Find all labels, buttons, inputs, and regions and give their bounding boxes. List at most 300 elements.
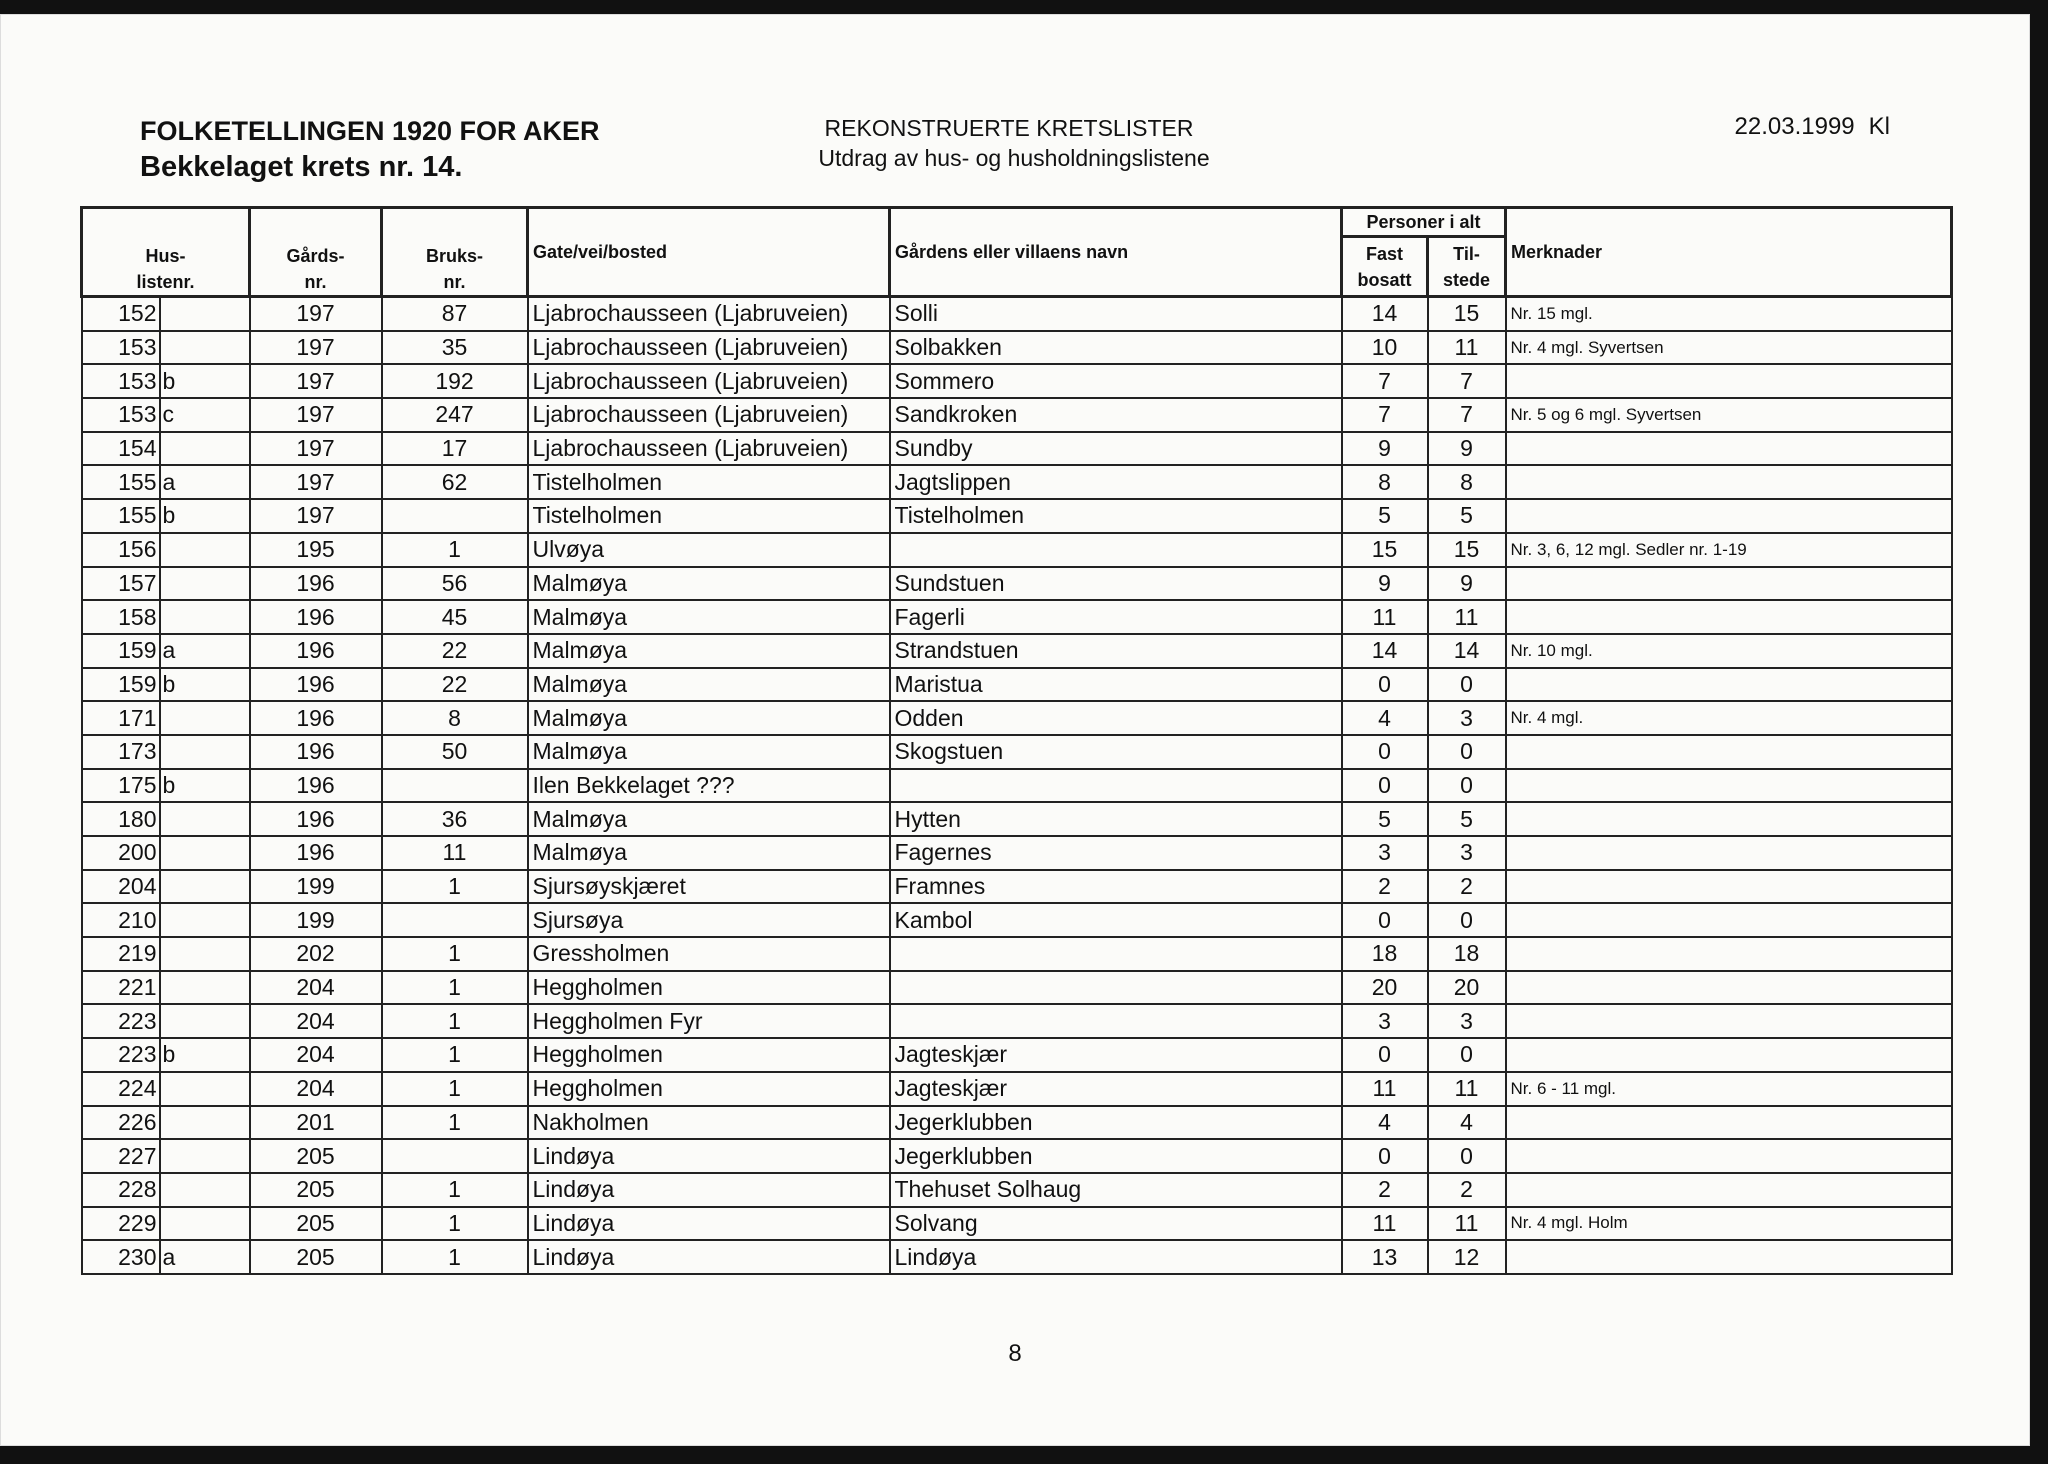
cell-suf: [160, 1106, 250, 1140]
cell-navn: Lindøya: [890, 1240, 1342, 1274]
cell-suf: [160, 1173, 250, 1207]
document-subtitle: Bekkelaget krets nr. 14.: [140, 151, 463, 183]
cell-suf: [160, 600, 250, 634]
cell-fast: 14: [1342, 297, 1428, 331]
cell-navn: Jegerklubben: [890, 1139, 1342, 1173]
table-row: [82, 1038, 1952, 1072]
col-header-hus: [82, 208, 250, 297]
cell-gate: Ljabrochausseen (Ljabruveien): [528, 432, 890, 466]
cell-suf: c: [160, 398, 250, 432]
cell-hus: 204: [82, 870, 160, 904]
cell-gard: 202: [250, 937, 382, 971]
cell-suf: [160, 1072, 250, 1106]
cell-fast: 3: [1342, 836, 1428, 870]
cell-fast: 20: [1342, 971, 1428, 1005]
cell-mer: [1506, 836, 1952, 870]
cell-bruk: [382, 769, 528, 803]
cell-gate: Tistelholmen: [528, 499, 890, 533]
cell-fast: 2: [1342, 1173, 1428, 1207]
col-header-merknader: Merknader: [1506, 208, 1952, 297]
table-row: [82, 533, 1952, 567]
cell-til: 14: [1428, 634, 1506, 668]
col-header-gard-line2: nr.: [304, 272, 327, 292]
cell-til: 3: [1428, 1004, 1506, 1038]
cell-fast: 0: [1342, 668, 1428, 702]
cell-til: 9: [1428, 432, 1506, 466]
cell-hus: 229: [82, 1207, 160, 1241]
cell-navn: Hytten: [890, 802, 1342, 836]
cell-bruk: 1: [382, 1106, 528, 1140]
cell-gard: 204: [250, 971, 382, 1005]
cell-hus: 171: [82, 701, 160, 735]
cell-til: 2: [1428, 1173, 1506, 1207]
cell-til: 0: [1428, 735, 1506, 769]
col-header-bruk-line2: nr.: [443, 272, 466, 292]
cell-gard: 204: [250, 1038, 382, 1072]
cell-til: 11: [1428, 1072, 1506, 1106]
cell-navn: Solvang: [890, 1207, 1342, 1241]
cell-gard: 197: [250, 364, 382, 398]
cell-gard: 196: [250, 634, 382, 668]
cell-fast: 7: [1342, 398, 1428, 432]
cell-fast: 5: [1342, 499, 1428, 533]
cell-gate: Lindøya: [528, 1139, 890, 1173]
cell-mer: [1506, 1004, 1952, 1038]
cell-fast: 0: [1342, 769, 1428, 803]
table-header: [82, 208, 1952, 297]
cell-bruk: 56: [382, 567, 528, 601]
cell-til: 18: [1428, 937, 1506, 971]
cell-mer: [1506, 364, 1952, 398]
cell-suf: [160, 297, 250, 331]
cell-fast: 11: [1342, 1072, 1428, 1106]
cell-mer: Nr. 4 mgl. Syvertsen: [1506, 331, 1952, 365]
cell-mer: [1506, 1139, 1952, 1173]
cell-gard: 196: [250, 802, 382, 836]
cell-gard: 197: [250, 432, 382, 466]
cell-suf: [160, 903, 250, 937]
cell-fast: 4: [1342, 1106, 1428, 1140]
header-left: [140, 114, 600, 186]
cell-til: 11: [1428, 600, 1506, 634]
cell-gard: 199: [250, 870, 382, 904]
cell-til: 0: [1428, 668, 1506, 702]
cell-gard: 204: [250, 1004, 382, 1038]
col-header-fast-line1: Fast: [1365, 243, 1403, 264]
table-row: [82, 398, 1952, 432]
cell-navn: Jagtslippen: [890, 465, 1342, 499]
table-row: [82, 971, 1952, 1005]
cell-til: 15: [1428, 297, 1506, 331]
cell-bruk: [382, 903, 528, 937]
cell-hus: 154: [82, 432, 160, 466]
cell-bruk: 1: [382, 1004, 528, 1038]
cell-navn: Sandkroken: [890, 398, 1342, 432]
cell-suf: b: [160, 1038, 250, 1072]
cell-suf: [160, 567, 250, 601]
cell-til: 4: [1428, 1106, 1506, 1140]
cell-gard: 197: [250, 398, 382, 432]
cell-hus: 230: [82, 1240, 160, 1274]
cell-bruk: 36: [382, 802, 528, 836]
cell-gard: 196: [250, 735, 382, 769]
cell-hus: 175: [82, 769, 160, 803]
cell-fast: 0: [1342, 735, 1428, 769]
cell-til: 5: [1428, 802, 1506, 836]
cell-bruk: 1: [382, 1240, 528, 1274]
cell-gate: Lindøya: [528, 1240, 890, 1274]
col-header-personer: Personer i alt: [1342, 208, 1506, 237]
cell-til: 3: [1428, 836, 1506, 870]
cell-navn: [890, 971, 1342, 1005]
cell-mer: [1506, 769, 1952, 803]
cell-mer: Nr. 10 mgl.: [1506, 634, 1952, 668]
cell-til: 0: [1428, 1038, 1506, 1072]
cell-navn: [890, 769, 1342, 803]
cell-bruk: 45: [382, 600, 528, 634]
cell-gate: Heggholmen Fyr: [528, 1004, 890, 1038]
cell-bruk: 247: [382, 398, 528, 432]
cell-hus: 200: [82, 836, 160, 870]
table-row: [82, 668, 1952, 702]
cell-hus: 156: [82, 533, 160, 567]
table-row: [82, 600, 1952, 634]
col-header-bruk: [382, 208, 528, 297]
col-header-gard: [250, 208, 382, 297]
cell-gate: Nakholmen: [528, 1106, 890, 1140]
document-page: [0, 14, 2030, 1446]
table-row: [82, 567, 1952, 601]
cell-gate: Malmøya: [528, 634, 890, 668]
cell-suf: [160, 1139, 250, 1173]
table-row: [82, 735, 1952, 769]
cell-fast: 10: [1342, 331, 1428, 365]
col-header-fast: [1342, 237, 1428, 297]
page-number: 8: [1008, 1340, 1022, 1367]
cell-fast: 2: [1342, 870, 1428, 904]
cell-hus: 228: [82, 1173, 160, 1207]
cell-gard: 196: [250, 600, 382, 634]
cell-hus: 153: [82, 331, 160, 365]
cell-suf: [160, 533, 250, 567]
cell-hus: 159: [82, 634, 160, 668]
cell-bruk: 1: [382, 1038, 528, 1072]
cell-fast: 7: [1342, 364, 1428, 398]
cell-gard: 196: [250, 668, 382, 702]
cell-suf: b: [160, 769, 250, 803]
cell-navn: [890, 533, 1342, 567]
cell-til: 0: [1428, 769, 1506, 803]
cell-navn: Solli: [890, 297, 1342, 331]
table-row: [82, 903, 1952, 937]
table-row: [82, 937, 1952, 971]
cell-suf: b: [160, 499, 250, 533]
cell-gate: Heggholmen: [528, 1038, 890, 1072]
cell-mer: [1506, 971, 1952, 1005]
cell-gard: 205: [250, 1139, 382, 1173]
cell-bruk: 62: [382, 465, 528, 499]
cell-mer: Nr. 6 - 11 mgl.: [1506, 1072, 1952, 1106]
cell-navn: Kambol: [890, 903, 1342, 937]
cell-hus: 210: [82, 903, 160, 937]
cell-hus: 224: [82, 1072, 160, 1106]
cell-navn: Fagernes: [890, 836, 1342, 870]
cell-gard: 196: [250, 836, 382, 870]
cell-mer: Nr. 3, 6, 12 mgl. Sedler nr. 1-19: [1506, 533, 1952, 567]
cell-bruk: 22: [382, 668, 528, 702]
col-header-gate: Gate/vei/bosted: [528, 208, 890, 297]
cell-hus: 153: [82, 364, 160, 398]
cell-bruk: 35: [382, 331, 528, 365]
cell-gard: 205: [250, 1207, 382, 1241]
cell-bruk: 1: [382, 870, 528, 904]
cell-suf: a: [160, 465, 250, 499]
cell-hus: 159: [82, 668, 160, 702]
cell-gate: Malmøya: [528, 600, 890, 634]
cell-fast: 0: [1342, 1139, 1428, 1173]
col-header-fast-line2: bosatt: [1357, 269, 1412, 290]
cell-mer: [1506, 903, 1952, 937]
col-header-hus-line2: listenr.: [136, 272, 195, 292]
cell-suf: [160, 802, 250, 836]
cell-navn: Jegerklubben: [890, 1106, 1342, 1140]
cell-bruk: 50: [382, 735, 528, 769]
cell-navn: Thehuset Solhaug: [890, 1173, 1342, 1207]
cell-fast: 15: [1342, 533, 1428, 567]
table-row: [82, 634, 1952, 668]
cell-bruk: 17: [382, 432, 528, 466]
cell-gard: 197: [250, 297, 382, 331]
header-right: [1735, 113, 1890, 141]
cell-gard: 205: [250, 1173, 382, 1207]
cell-hus: 223: [82, 1038, 160, 1072]
cell-gate: Ilen Bekkelaget ???: [528, 769, 890, 803]
cell-mer: [1506, 1173, 1952, 1207]
cell-suf: [160, 701, 250, 735]
cell-gate: Ulvøya: [528, 533, 890, 567]
cell-mer: Nr. 15 mgl.: [1506, 297, 1952, 331]
cell-hus: 152: [82, 297, 160, 331]
cell-gate: Malmøya: [528, 735, 890, 769]
cell-hus: 219: [82, 937, 160, 971]
cell-fast: 9: [1342, 432, 1428, 466]
cell-hus: 155: [82, 499, 160, 533]
cell-til: 11: [1428, 1207, 1506, 1241]
cell-til: 9: [1428, 567, 1506, 601]
cell-mer: [1506, 600, 1952, 634]
cell-hus: 155: [82, 465, 160, 499]
cell-mer: [1506, 432, 1952, 466]
cell-mer: Nr. 4 mgl.: [1506, 701, 1952, 735]
cell-mer: Nr. 4 mgl. Holm: [1506, 1207, 1952, 1241]
cell-gate: Lindøya: [528, 1173, 890, 1207]
cell-gate: Malmøya: [528, 802, 890, 836]
table-row: [82, 802, 1952, 836]
cell-suf: [160, 870, 250, 904]
cell-til: 11: [1428, 331, 1506, 365]
cell-fast: 0: [1342, 1038, 1428, 1072]
cell-gard: 205: [250, 1240, 382, 1274]
cell-suf: [160, 432, 250, 466]
table-row: [82, 364, 1952, 398]
cell-bruk: 1: [382, 533, 528, 567]
cell-fast: 5: [1342, 802, 1428, 836]
cell-suf: [160, 331, 250, 365]
col-header-gard-line1: Gårds-: [286, 246, 345, 266]
cell-til: 7: [1428, 364, 1506, 398]
cell-til: 12: [1428, 1240, 1506, 1274]
cell-bruk: 8: [382, 701, 528, 735]
cell-navn: Jagteskjær: [890, 1038, 1342, 1072]
cell-mer: [1506, 1106, 1952, 1140]
cell-bruk: 192: [382, 364, 528, 398]
cell-navn: [890, 937, 1342, 971]
census-table: [80, 206, 1953, 1275]
cell-navn: Tistelholmen: [890, 499, 1342, 533]
col-header-til-line2: stede: [1442, 269, 1491, 290]
cell-gate: Sjursøyskjæret: [528, 870, 890, 904]
cell-navn: Strandstuen: [890, 634, 1342, 668]
cell-navn: Maristua: [890, 668, 1342, 702]
cell-navn: Skogstuen: [890, 735, 1342, 769]
cell-bruk: 1: [382, 1072, 528, 1106]
cell-suf: [160, 1207, 250, 1241]
cell-gate: Heggholmen: [528, 1072, 890, 1106]
cell-gate: Lindøya: [528, 1207, 890, 1241]
cell-hus: 180: [82, 802, 160, 836]
cell-hus: 226: [82, 1106, 160, 1140]
cell-suf: [160, 836, 250, 870]
cell-gate: Ljabrochausseen (Ljabruveien): [528, 331, 890, 365]
cell-bruk: 1: [382, 937, 528, 971]
document-title: FOLKETELLINGEN 1920 FOR AKER: [140, 116, 600, 146]
table-row: [82, 836, 1952, 870]
cell-gate: Gressholmen: [528, 937, 890, 971]
table-body: [82, 297, 1952, 1274]
cell-til: 5: [1428, 499, 1506, 533]
cell-suf: [160, 971, 250, 1005]
col-header-bruk-line1: Bruks-: [425, 246, 483, 266]
cell-hus: 153: [82, 398, 160, 432]
cell-hus: 227: [82, 1139, 160, 1173]
cell-navn: Solbakken: [890, 331, 1342, 365]
table-row: [82, 701, 1952, 735]
cell-suf: [160, 1004, 250, 1038]
cell-til: 3: [1428, 701, 1506, 735]
table-row: [82, 1173, 1952, 1207]
cell-mer: [1506, 870, 1952, 904]
cell-suf: a: [160, 634, 250, 668]
cell-mer: [1506, 1240, 1952, 1274]
cell-fast: 14: [1342, 634, 1428, 668]
col-header-navn: Gårdens eller villaens navn: [890, 208, 1342, 297]
cell-bruk: 11: [382, 836, 528, 870]
cell-fast: 9: [1342, 567, 1428, 601]
table-row: [82, 1240, 1952, 1274]
cell-gard: 196: [250, 701, 382, 735]
cell-fast: 4: [1342, 701, 1428, 735]
cell-mer: [1506, 937, 1952, 971]
header-date: 22.03.1999: [1734, 113, 1855, 140]
cell-navn: Odden: [890, 701, 1342, 735]
table-row: [82, 432, 1952, 466]
cell-fast: 11: [1342, 600, 1428, 634]
cell-gate: Malmøya: [528, 836, 890, 870]
cell-gate: Ljabrochausseen (Ljabruveien): [528, 364, 890, 398]
cell-suf: b: [160, 668, 250, 702]
cell-fast: 3: [1342, 1004, 1428, 1038]
cell-gard: 197: [250, 331, 382, 365]
header-center-line1: REKONSTRUERTE KRETSLISTER: [824, 115, 1194, 141]
cell-navn: Sundby: [890, 432, 1342, 466]
cell-gard: 196: [250, 567, 382, 601]
col-header-til-line1: Til-: [1453, 243, 1480, 264]
cell-hus: 157: [82, 567, 160, 601]
header-center-line2: Utdrag av hus- og husholdningslistene: [818, 145, 1210, 171]
cell-gate: Malmøya: [528, 701, 890, 735]
table-row: [82, 331, 1952, 365]
cell-gard: 204: [250, 1072, 382, 1106]
cell-mer: [1506, 668, 1952, 702]
cell-fast: 18: [1342, 937, 1428, 971]
cell-navn: Sundstuen: [890, 567, 1342, 601]
cell-gate: Malmøya: [528, 567, 890, 601]
table-row: [82, 870, 1952, 904]
cell-mer: [1506, 802, 1952, 836]
col-header-til: [1428, 237, 1506, 297]
table-row: [82, 1072, 1952, 1106]
cell-navn: Sommero: [890, 364, 1342, 398]
cell-mer: [1506, 499, 1952, 533]
cell-mer: [1506, 567, 1952, 601]
cell-fast: 11: [1342, 1207, 1428, 1241]
cell-gate: Tistelholmen: [528, 465, 890, 499]
cell-suf: a: [160, 1240, 250, 1274]
cell-til: 7: [1428, 398, 1506, 432]
cell-til: 15: [1428, 533, 1506, 567]
table-row: [82, 1106, 1952, 1140]
cell-gard: 197: [250, 465, 382, 499]
cell-til: 0: [1428, 903, 1506, 937]
cell-gate: Ljabrochausseen (Ljabruveien): [528, 297, 890, 331]
table-row: [82, 499, 1952, 533]
cell-mer: Nr. 5 og 6 mgl. Syvertsen: [1506, 398, 1952, 432]
cell-mer: [1506, 465, 1952, 499]
cell-fast: 13: [1342, 1240, 1428, 1274]
cell-til: 8: [1428, 465, 1506, 499]
cell-gard: 197: [250, 499, 382, 533]
cell-navn: [890, 1004, 1342, 1038]
cell-til: 0: [1428, 1139, 1506, 1173]
cell-gate: Heggholmen: [528, 971, 890, 1005]
cell-suf: [160, 937, 250, 971]
cell-hus: 223: [82, 1004, 160, 1038]
cell-navn: Framnes: [890, 870, 1342, 904]
cell-bruk: [382, 499, 528, 533]
cell-gard: 195: [250, 533, 382, 567]
cell-bruk: 22: [382, 634, 528, 668]
cell-gard: 196: [250, 769, 382, 803]
cell-gate: Sjursøya: [528, 903, 890, 937]
cell-til: 2: [1428, 870, 1506, 904]
header-initials: Kl: [1868, 113, 1890, 140]
cell-gard: 201: [250, 1106, 382, 1140]
cell-gard: 199: [250, 903, 382, 937]
cell-navn: Jagteskjær: [890, 1072, 1342, 1106]
cell-mer: [1506, 735, 1952, 769]
cell-til: 20: [1428, 971, 1506, 1005]
cell-bruk: 1: [382, 1207, 528, 1241]
